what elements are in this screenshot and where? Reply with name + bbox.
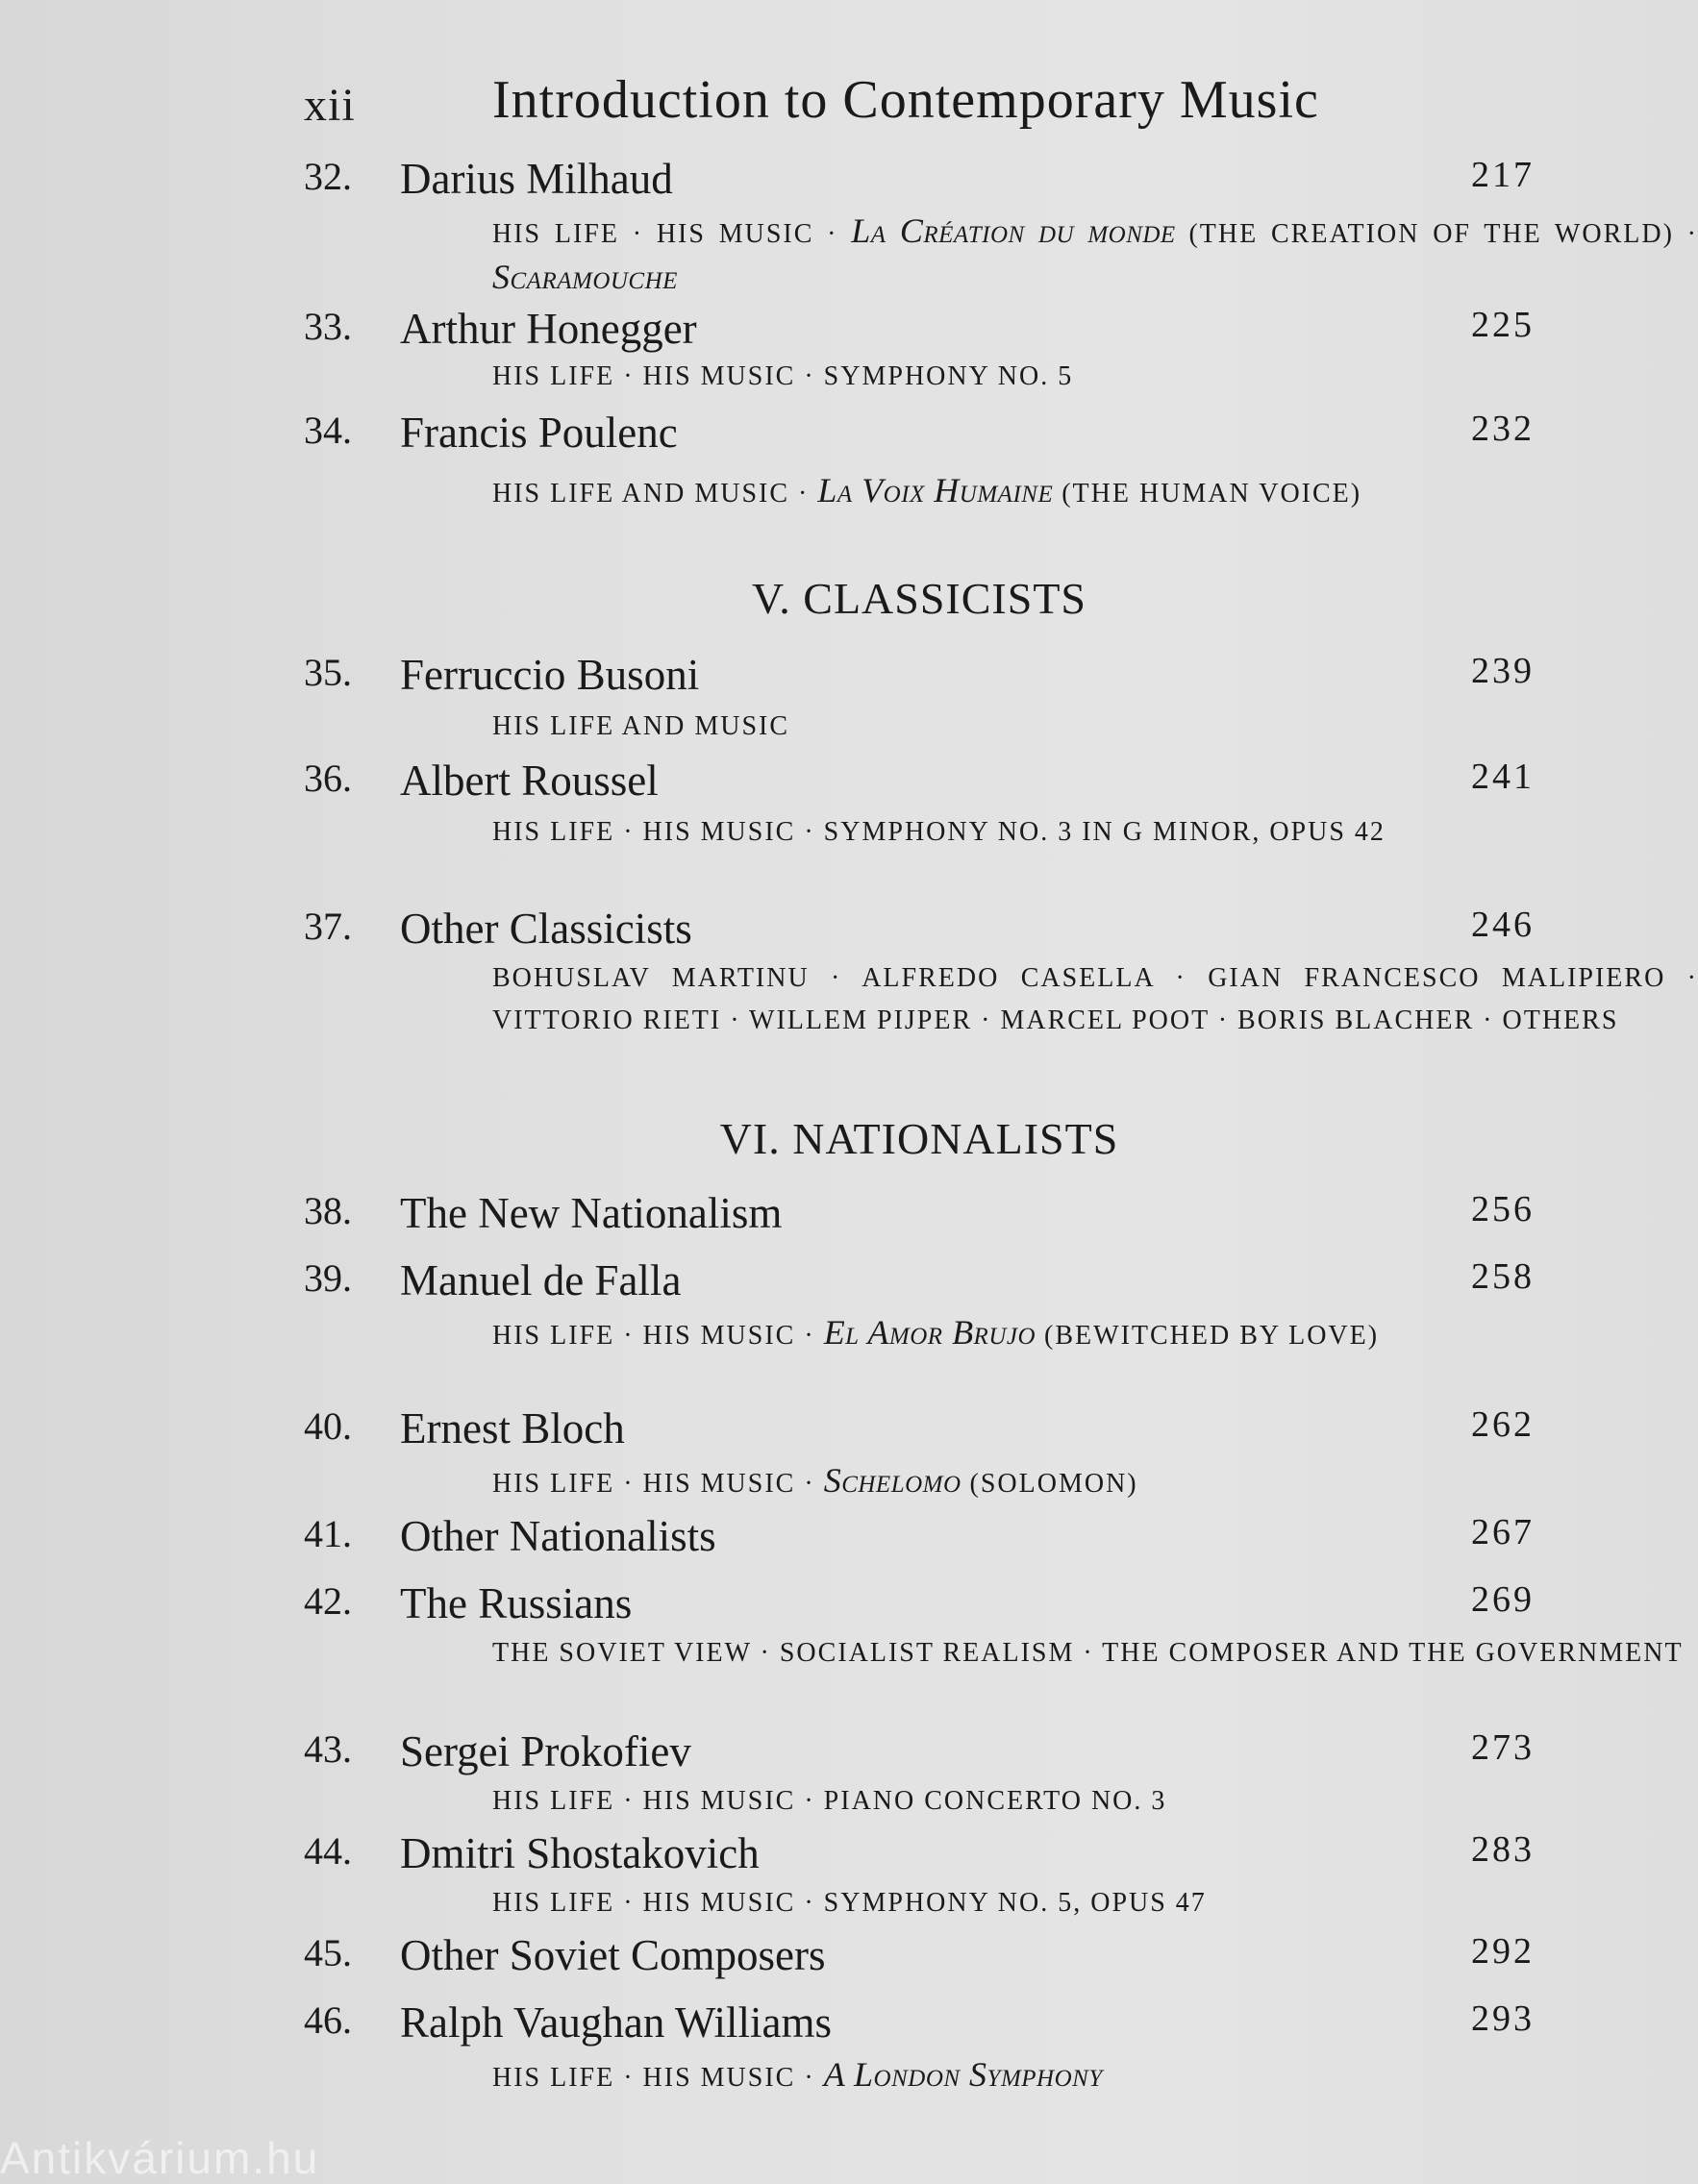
chapter-title[interactable]: Ernest Bloch — [400, 1404, 625, 1452]
chapter-number: 40. — [304, 1404, 352, 1448]
subtopic-text: HIS LIFE · HIS MUSIC · — [492, 1321, 824, 1351]
chapter-subtopics — [492, 2053, 1698, 2099]
chapter-title[interactable]: Other Soviet Composers — [400, 1931, 826, 1979]
chapter-title[interactable]: Ralph Vaughan Williams — [400, 1998, 832, 2047]
chapter-number: 41. — [304, 1512, 352, 1555]
chapter-number: 33. — [304, 305, 352, 348]
chapter-number: 39. — [304, 1256, 352, 1300]
work-title: El Amor Brujo — [823, 1313, 1036, 1352]
chapter-subtopics — [492, 469, 1698, 515]
section-heading-nationalists: VI. NATIONALISTS — [719, 1114, 1119, 1163]
page-number: 258 — [1471, 1256, 1535, 1297]
chapter-subtopics — [492, 1632, 1698, 1675]
work-title: La Voix Humaine — [817, 471, 1054, 509]
page-number: 256 — [1471, 1189, 1535, 1229]
subtopic-text: HIS LIFE · HIS MUSIC · SYMPHONY NO. 5, OPUS 47 — [492, 1888, 1207, 1918]
chapter-number: 32. — [304, 155, 352, 198]
chapter-number: 42. — [304, 1579, 352, 1623]
chapter-number: 35. — [304, 651, 352, 694]
chapter-number: 34. — [304, 409, 352, 452]
chapter-number: 46. — [304, 1998, 352, 2042]
work-title: La Création du monde — [851, 211, 1176, 250]
page-number: 217 — [1471, 155, 1535, 195]
chapter-number: 37. — [304, 905, 352, 948]
chapter-title[interactable]: The New Nationalism — [400, 1189, 783, 1237]
folio: xii — [304, 80, 356, 131]
subtopic-text: (SOLOMON) — [961, 1469, 1138, 1499]
work-title: Schelomo — [823, 1461, 961, 1500]
page-header — [304, 67, 1535, 144]
chapter-title[interactable]: Ferruccio Busoni — [400, 651, 700, 699]
chapter-subtopics — [492, 1780, 1698, 1823]
chapter-subtopics — [492, 706, 1698, 748]
chapter-number: 44. — [304, 1829, 352, 1873]
page-number: 269 — [1471, 1579, 1535, 1620]
page-number: 292 — [1471, 1931, 1535, 1972]
book-title: Introduction to Contemporary Music — [492, 70, 1319, 130]
chapter-number: 45. — [304, 1931, 352, 1974]
chapter-subtopics — [492, 957, 1698, 1042]
page-number: 262 — [1471, 1404, 1535, 1445]
chapter-title[interactable]: Other Classicists — [400, 905, 692, 953]
page-number: 283 — [1471, 1829, 1535, 1870]
subtopic-text: HIS LIFE · HIS MUSIC · SYMPHONY NO. 3 IN G MINOR, OPUS 42 — [492, 817, 1386, 847]
chapter-number: 43. — [304, 1727, 352, 1771]
page-number: 239 — [1471, 651, 1535, 691]
chapter-subtopics — [492, 1311, 1698, 1357]
subtopic-text: (THE HUMAN VOICE) — [1053, 479, 1362, 509]
chapter-title[interactable]: Manuel de Falla — [400, 1256, 682, 1304]
subtopic-text: HIS LIFE AND MUSIC · — [492, 479, 818, 509]
chapter-title[interactable]: Dmitri Shostakovich — [400, 1829, 760, 1877]
chapter-subtopics — [492, 1459, 1698, 1505]
chapter-title[interactable]: Sergei Prokofiev — [400, 1727, 691, 1775]
chapter-subtopics — [492, 811, 1698, 854]
subtopic-text: HIS LIFE · HIS MUSIC · — [492, 1469, 824, 1499]
chapter-title[interactable]: The Russians — [400, 1579, 633, 1627]
page-number: 225 — [1471, 305, 1535, 345]
page-number: 241 — [1471, 757, 1535, 797]
chapter-title[interactable]: Francis Poulenc — [400, 409, 678, 457]
chapter-subtopics — [492, 356, 1698, 398]
page-number: 293 — [1471, 1998, 1535, 2039]
subtopic-text: BOHUSLAV MARTINU · ALFREDO CASELLA · GIAN FRANCESCO MALIPIERO · VITTORIO RIETI · WILLEM PIJPER · MARCEL POOT · BORIS BLACHER · OTHERS — [492, 963, 1698, 1035]
page-number: 267 — [1471, 1512, 1535, 1552]
watermark: Antikvárium.hu — [0, 2133, 320, 2183]
subtopic-text: HIS LIFE · HIS MUSIC · SYMPHONY NO. 5 — [492, 361, 1074, 391]
chapter-title[interactable]: Arthur Honegger — [400, 305, 697, 353]
chapter-subtopics — [492, 1882, 1698, 1924]
subtopic-text: HIS LIFE · HIS MUSIC · — [492, 219, 852, 249]
page-number: 273 — [1471, 1727, 1535, 1768]
chapter-title[interactable]: Albert Roussel — [400, 757, 659, 805]
chapter-subtopics — [492, 210, 1698, 302]
subtopic-text: (THE CREATION OF THE WORLD) · — [1175, 219, 1698, 249]
chapter-title[interactable]: Darius Milhaud — [400, 155, 673, 203]
section-heading-classicists: V. CLASSICISTS — [751, 574, 1087, 623]
chapter-number: 38. — [304, 1189, 352, 1232]
subtopic-text: (BEWITCHED BY LOVE) — [1036, 1321, 1380, 1351]
chapter-number: 36. — [304, 757, 352, 800]
subtopic-text: HIS LIFE · HIS MUSIC · — [492, 2063, 824, 2093]
subtopic-text: HIS LIFE · HIS MUSIC · PIANO CONCERTO NO. 3 — [492, 1786, 1167, 1816]
page-number: 246 — [1471, 905, 1535, 945]
work-title: A London Symphony — [823, 2055, 1103, 2094]
work-title: Scaramouche — [492, 258, 678, 296]
subtopic-text: THE SOVIET VIEW · SOCIALIST REALISM · THE COMPOSER AND THE GOVERNMENT — [492, 1638, 1684, 1668]
chapter-title[interactable]: Other Nationalists — [400, 1512, 716, 1560]
subtopic-text: HIS LIFE AND MUSIC — [492, 711, 790, 741]
page-number: 232 — [1471, 409, 1535, 449]
